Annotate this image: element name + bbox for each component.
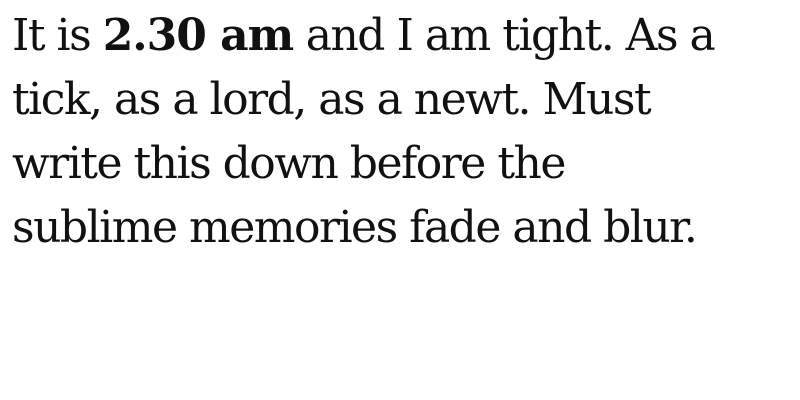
passage-line-2: tick, as a lord, as a newt. Must	[12, 74, 651, 125]
passage-line-3: write this down before the	[12, 138, 565, 189]
line-1-lead-text: It is	[12, 10, 103, 61]
line-1-trail-text: and I am tight. As a	[293, 10, 715, 61]
time-emphasis: 2.30 am	[102, 10, 294, 61]
passage-line-4: sublime memories fade and blur.	[12, 202, 697, 253]
text-passage	[12, 0, 788, 260]
passage-line-1	[12, 4, 788, 68]
